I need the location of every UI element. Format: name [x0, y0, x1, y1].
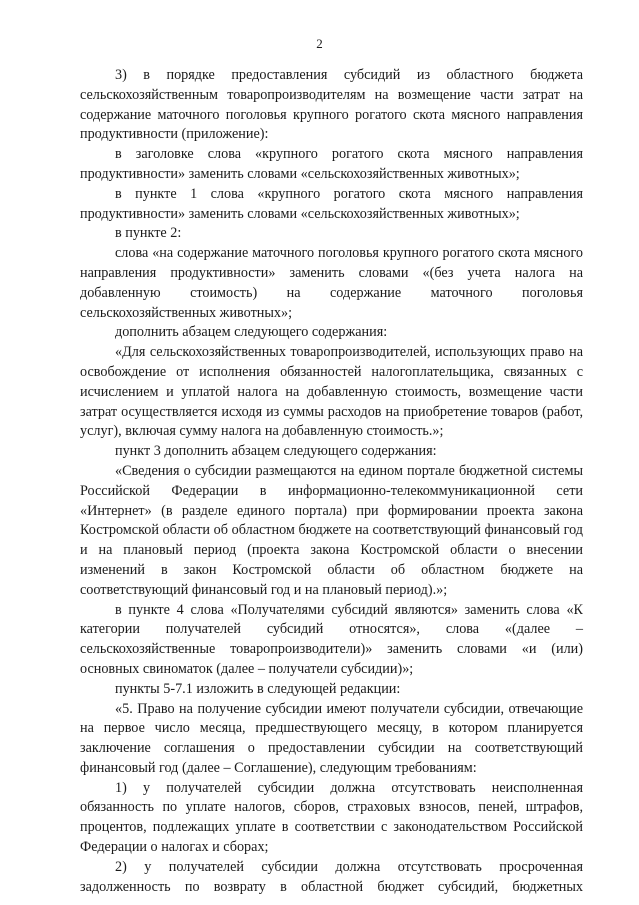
paragraph-point-1-amendment: в пункте 1 слова «крупного рогатого скота мясного направления продуктивности» заменить словами «сельскохозяйственных животных»; — [80, 185, 583, 222]
paragraph-point-5: «5. Право на получение субсидии имеют получатели субсидии, отвечающие на первое число месяца, предшествующего месяцу, в котором планируется заключение соглашения о предоставлении субсидии на соответствующий финансовый год (далее – Соглашение), следующим требованиям: — [80, 700, 583, 776]
paragraph-title-amendment: в заголовке слова «крупного рогатого скота мясного направления продуктивности» заменить словами «сельскохозяйственных животных»; — [80, 146, 583, 182]
paragraph-point-4-amendment: в пункте 4 слова «Получателями субсидий являются» заменить слова «К категории получателей субсидий относятся», слова «(далее – сельскохозяйственные товаропроизводители)» заменить словами «и (или) основных свиноматок (далее – получатели субсидии)»; — [80, 601, 583, 677]
paragraph-points-5-7-heading: пункты 5-7.1 изложить в следующей редакции: — [115, 680, 401, 697]
paragraph-subsection-3: 3) в порядке предоставления субсидий из областного бюджета сельскохозяйственным товаропроизводителям на возмещение части затрат на содержание маточного поголовья крупного рогатого скота мясного направления продуктивности (приложение): — [80, 67, 583, 143]
paragraph-point-2-heading: в пункте 2: — [115, 225, 182, 242]
paragraph-add-clause: дополнить абзацем следующего содержания: — [115, 324, 388, 341]
document-body — [80, 66, 583, 897]
paragraph-point-2-words: слова «на содержание маточного поголовья крупного рогатого скота мясного направления продуктивности» заменить словами «(без учета налога на добавленную стоимость) на содержание маточного поголовья сельскохозяйственных животных»; — [80, 245, 583, 321]
paragraph-vat-exemption: «Для сельскохозяйственных товаропроизводителей, использующих право на освобождение от исполнения обязанностей налогоплательщика, связанных с исчислением и уплатой налога на добавленную стоимость, возмещение части затрат осуществляется исходя из суммы расходов на приобретение товаров (работ, услуг), включая сумму налога на добавленную стоимость.»; — [80, 344, 583, 440]
page-number: 2 — [316, 36, 323, 51]
paragraph-requirement-2: 2) у получателей субсидии должна отсутствовать просроченная задолженность по возврату в областной бюджет субсидий, бюджетных — [80, 858, 583, 895]
paragraph-requirement-1: 1) у получателей субсидии должна отсутствовать неисполненная обязанность по уплате налогов, сборов, страховых взносов, пеней, штрафов, процентов, подлежащих уплате в соответствии с законодательством Российской Федерации о налогах и сборах; — [80, 779, 583, 856]
paragraph-subsidy-info: «Сведения о субсидии размещаются на едином портале бюджетной системы Российской Федерации в информационно-телекоммуникационной сети «Интернет» (в разделе единого портала) при формировании проекта закона Костромской области об областном бюджете на соответствующий финансовый год и на плановый период (проекта закона Костромской области о внесении изменений в закон Костромской области об областном бюджете на соответствующий финансовый год и на плановый период).»; — [80, 462, 583, 598]
paragraph-point-3-heading: пункт 3 дополнить абзацем следующего содержания: — [115, 443, 437, 460]
